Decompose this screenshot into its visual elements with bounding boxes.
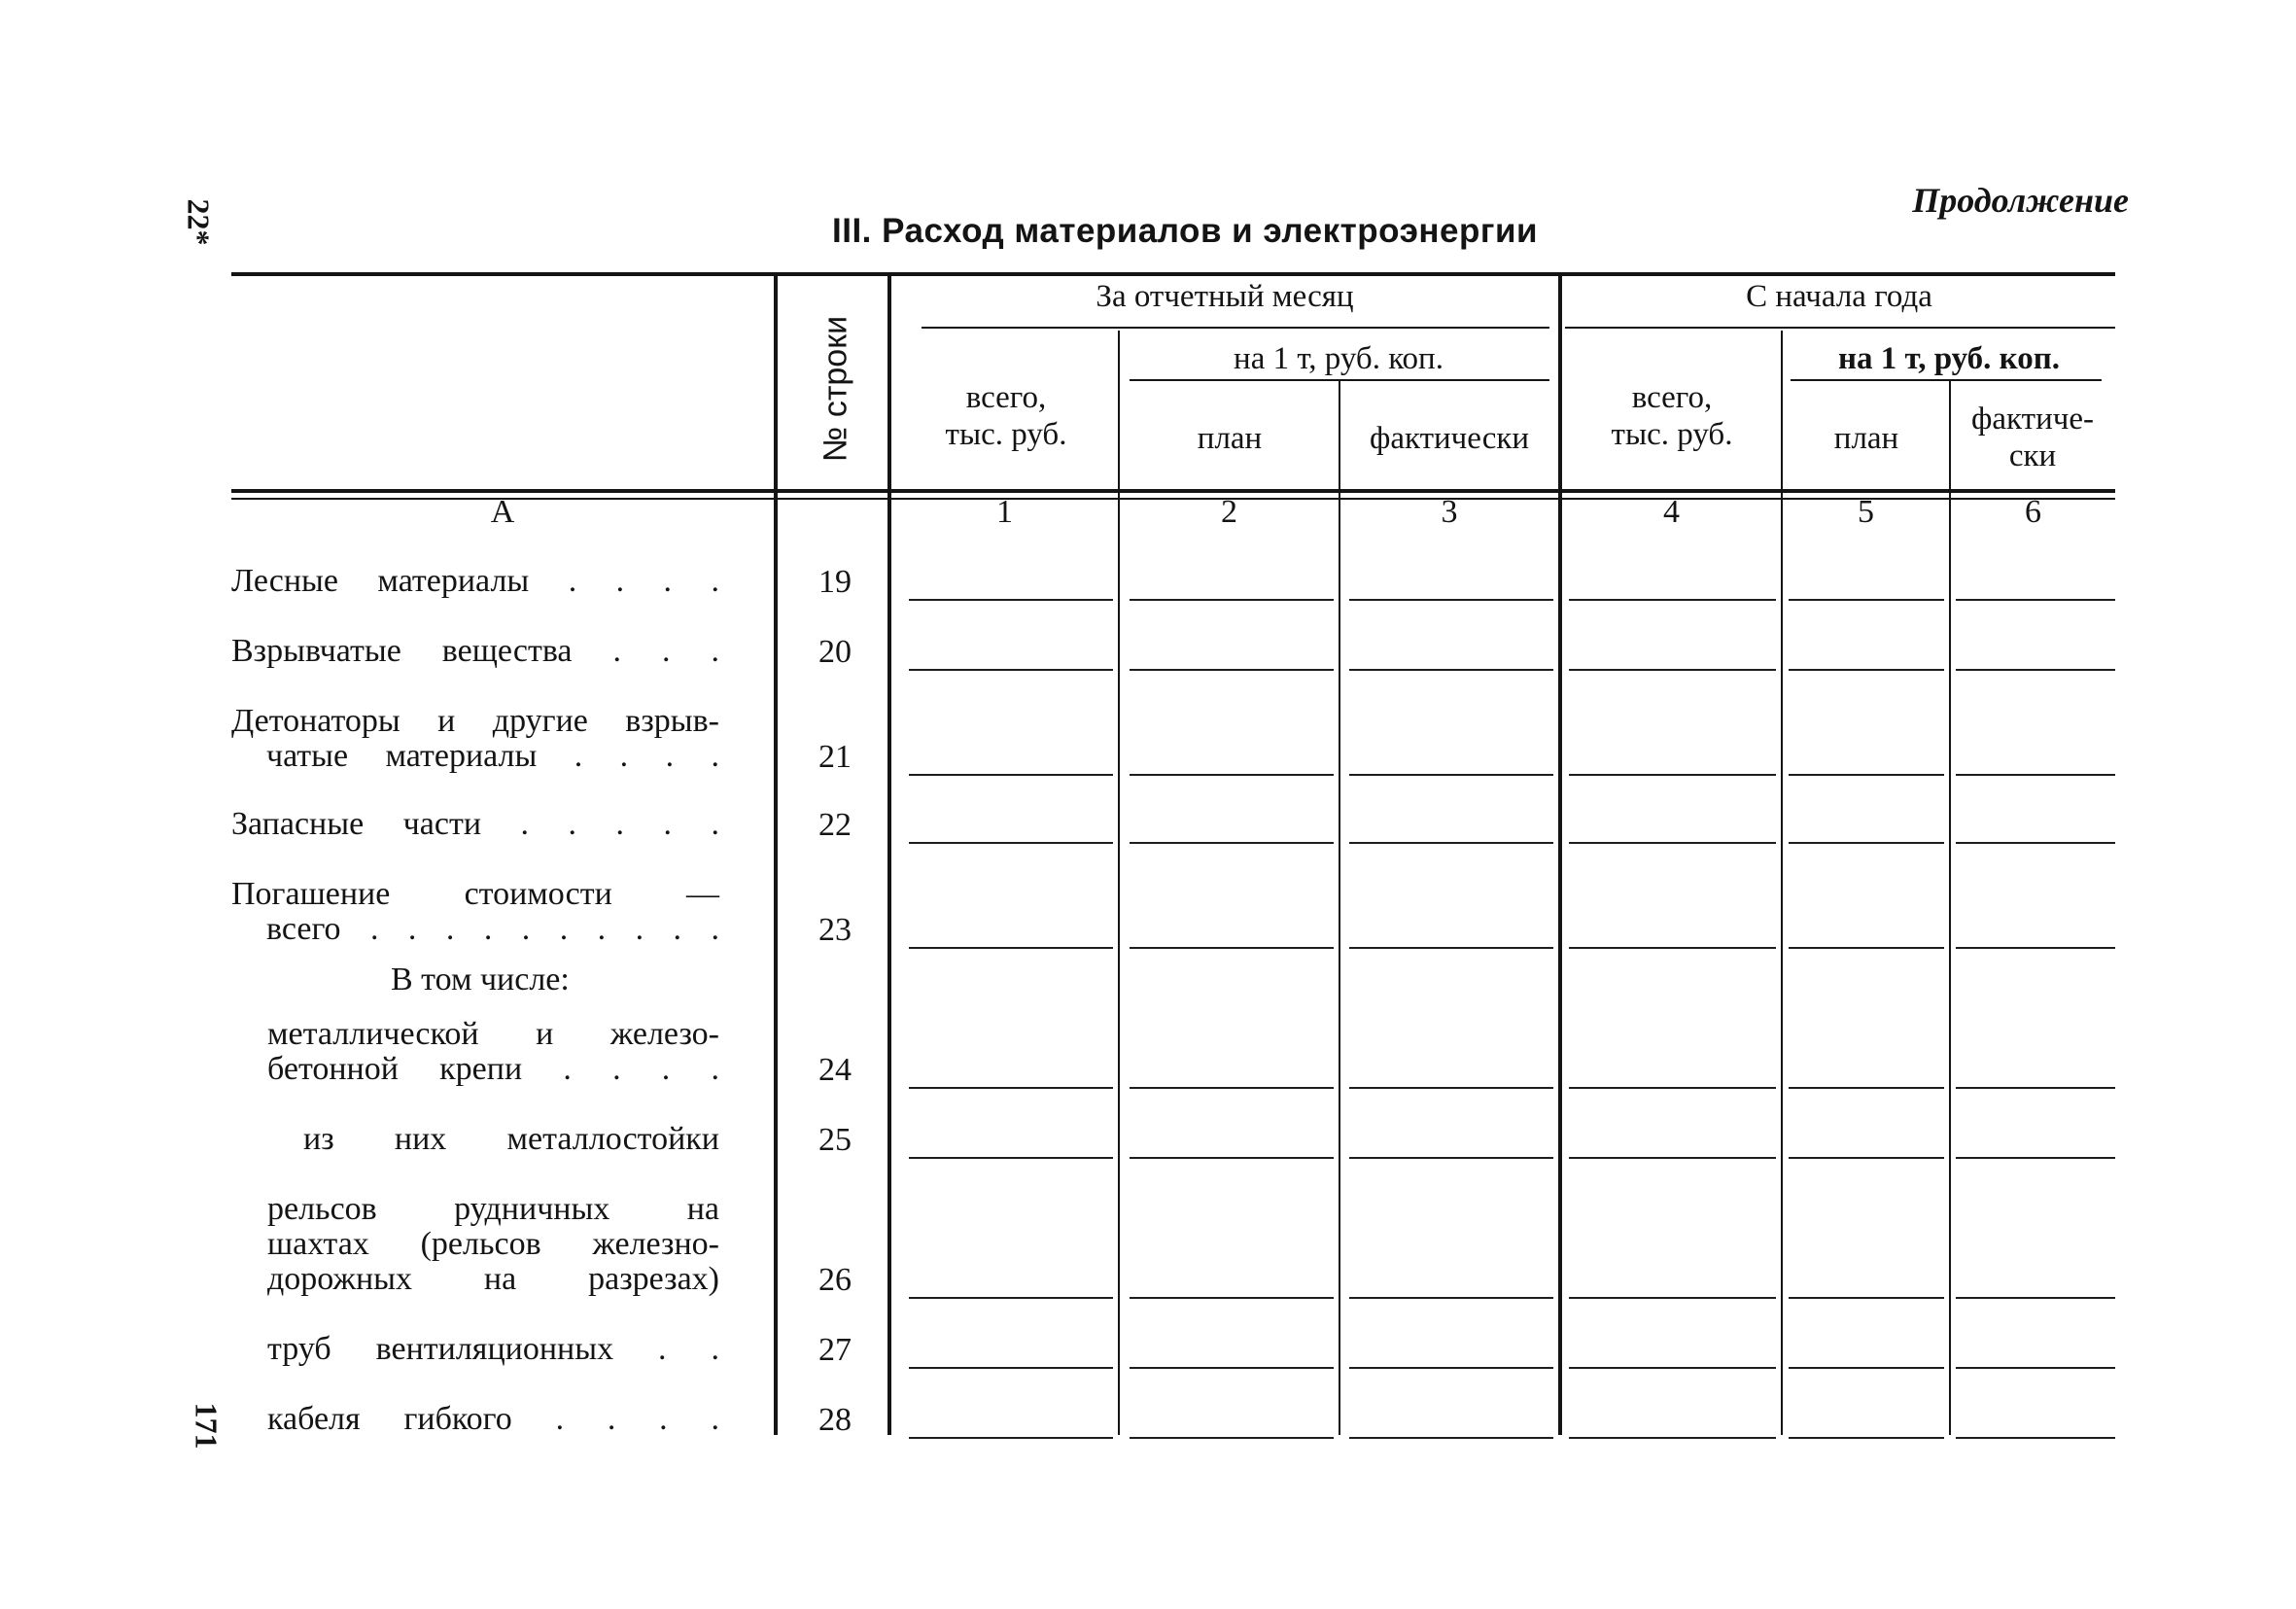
entry-line-col6[interactable] <box>1956 1297 2115 1299</box>
row-number: 22 <box>818 807 852 843</box>
row-number: 20 <box>818 634 852 670</box>
entry-line-col3[interactable] <box>1349 842 1553 844</box>
month-group-header: За отчетный месяц <box>1096 279 1354 314</box>
entry-line-col5[interactable] <box>1789 1297 1944 1299</box>
row-number: 25 <box>818 1122 852 1158</box>
row-label-22 <box>231 807 719 842</box>
year-total-header: всего, тыс. руб. <box>1611 380 1733 452</box>
divider-col5 <box>1949 379 1951 1435</box>
row-label-subheading <box>391 962 719 997</box>
entry-line-col6[interactable] <box>1956 599 2115 601</box>
row-number: 27 <box>818 1332 852 1368</box>
entry-line-col4[interactable] <box>1569 1297 1776 1299</box>
row-label-line: дорожных на разрезах) <box>267 1261 719 1297</box>
row-label-line: рельсов рудничных на <box>267 1191 719 1227</box>
rule-perton-year <box>1791 379 2102 381</box>
page-mark-bottom: 171 <box>189 1402 225 1450</box>
entry-line-col6[interactable] <box>1956 774 2115 776</box>
entry-line-col3[interactable] <box>1349 774 1553 776</box>
colnum-3: 3 <box>1441 494 1458 530</box>
entry-line-col6[interactable] <box>1956 1367 2115 1369</box>
row-number: 21 <box>818 739 852 775</box>
divider-label <box>774 276 778 1435</box>
entry-line-col4[interactable] <box>1569 842 1776 844</box>
entry-line-col4[interactable] <box>1569 1157 1776 1159</box>
colnum-2: 2 <box>1221 494 1237 530</box>
page-mark-top: 22* <box>181 198 217 246</box>
colnum-1: 1 <box>996 494 1013 530</box>
entry-line-col2[interactable] <box>1130 774 1334 776</box>
section-title: III. Расход материалов и электроэнергии <box>832 212 1538 250</box>
row-label-23 <box>231 877 719 947</box>
entry-line-col3[interactable] <box>1349 599 1553 601</box>
entry-line-col4[interactable] <box>1569 599 1776 601</box>
rule-month <box>922 327 1549 329</box>
month-fact-header: фактически <box>1369 421 1530 456</box>
colnum-6: 6 <box>2025 494 2041 530</box>
entry-line-col1[interactable] <box>909 669 1113 671</box>
entry-line-col2[interactable] <box>1130 947 1334 949</box>
entry-line-col5[interactable] <box>1789 774 1944 776</box>
month-plan-header: план <box>1197 421 1263 456</box>
row-label-line: В том числе: <box>391 962 570 997</box>
entry-line-col1[interactable] <box>909 599 1113 601</box>
colnum-4: 4 <box>1663 494 1680 530</box>
row-label-line: Взрывчатые вещества . . . <box>231 633 719 669</box>
entry-line-col5[interactable] <box>1789 842 1944 844</box>
entry-line-col2[interactable] <box>1130 1437 1334 1439</box>
row-label-line: бетонной крепи . . . . <box>267 1051 719 1087</box>
entry-line-col5[interactable] <box>1789 1437 1944 1439</box>
entry-line-col2[interactable] <box>1130 599 1334 601</box>
entry-line-col1[interactable] <box>909 774 1113 776</box>
entry-line-col5[interactable] <box>1789 669 1944 671</box>
entry-line-col2[interactable] <box>1130 1367 1334 1369</box>
entry-line-col1[interactable] <box>909 1087 1113 1089</box>
entry-line-col1[interactable] <box>909 1157 1113 1159</box>
rule-header-bottom <box>231 489 2115 493</box>
row-label-27 <box>267 1332 719 1367</box>
month-perton-header: на 1 т, руб. коп. <box>1234 341 1444 376</box>
rule-perton-month <box>1130 379 1549 381</box>
entry-line-col5[interactable] <box>1789 947 1944 949</box>
colnum-5: 5 <box>1858 494 1874 530</box>
row-number: 26 <box>818 1262 852 1298</box>
entry-line-col2[interactable] <box>1130 842 1334 844</box>
entry-line-col1[interactable] <box>909 1367 1113 1369</box>
row-label-line: Детонаторы и другие взрыв- <box>231 703 719 739</box>
entry-line-col3[interactable] <box>1349 1437 1553 1439</box>
entry-line-col1[interactable] <box>909 1437 1113 1439</box>
entry-line-col4[interactable] <box>1569 1087 1776 1089</box>
row-number: 24 <box>818 1052 852 1088</box>
year-plan-header: план <box>1833 421 1899 456</box>
row-label-19 <box>231 564 719 599</box>
row-number-header: № строки <box>817 315 854 463</box>
entry-line-col5[interactable] <box>1789 599 1944 601</box>
row-number: 28 <box>818 1402 852 1438</box>
continued-label: Продолжение <box>1912 181 2129 220</box>
entry-line-col5[interactable] <box>1789 1157 1944 1159</box>
entry-line-col6[interactable] <box>1956 1087 2115 1089</box>
entry-line-col2[interactable] <box>1130 669 1334 671</box>
colnum-a: А <box>490 494 515 530</box>
row-label-line: чатые материалы . . . . <box>266 738 719 774</box>
entry-line-col3[interactable] <box>1349 1367 1553 1369</box>
year-perton-header: на 1 т, руб. коп. <box>1837 341 2061 376</box>
entry-line-col3[interactable] <box>1349 1157 1553 1159</box>
entry-line-col6[interactable] <box>1956 842 2115 844</box>
row-label-line: Лесные материалы . . . . <box>231 563 719 599</box>
entry-line-col2[interactable] <box>1130 1297 1334 1299</box>
row-label-20 <box>231 634 719 669</box>
row-label-line: из них металлостойки <box>303 1121 719 1157</box>
row-label-line: Запасные части . . . . . <box>231 806 719 842</box>
entry-line-col5[interactable] <box>1789 1367 1944 1369</box>
entry-line-col4[interactable] <box>1569 774 1776 776</box>
entry-line-col1[interactable] <box>909 1297 1113 1299</box>
entry-line-col4[interactable] <box>1569 669 1776 671</box>
entry-line-col4[interactable] <box>1569 1437 1776 1439</box>
row-label-25 <box>303 1122 719 1157</box>
row-label-28 <box>267 1402 719 1437</box>
entry-line-col1[interactable] <box>909 947 1113 949</box>
entry-line-col4[interactable] <box>1569 1367 1776 1369</box>
row-label-line: шахтах (рельсов железно- <box>267 1226 719 1262</box>
entry-line-col6[interactable] <box>1956 1157 2115 1159</box>
year-fact-header: фактиче- ски <box>1971 402 2094 473</box>
entry-line-col3[interactable] <box>1349 1297 1553 1299</box>
row-label-26 <box>267 1192 719 1297</box>
row-label-line: Погашение стоимости — <box>231 876 719 912</box>
entry-line-col2[interactable] <box>1130 1157 1334 1159</box>
year-group-header: С начала года <box>1746 279 1932 314</box>
rule-year <box>1565 327 2115 329</box>
entry-line-col3[interactable] <box>1349 1087 1553 1089</box>
row-label-line: кабеля гибкого . . . . <box>267 1401 719 1437</box>
entry-line-col1[interactable] <box>909 842 1113 844</box>
row-label-line: труб вентиляционных . . <box>267 1331 719 1367</box>
entry-line-col3[interactable] <box>1349 947 1553 949</box>
row-label-line: металлической и железо- <box>267 1016 719 1052</box>
month-total-header: всего, тыс. руб. <box>945 380 1067 452</box>
divider-col2 <box>1339 379 1340 1435</box>
entry-line-col6[interactable] <box>1956 1437 2115 1439</box>
row-label-line: всего . . . . . . . . . . <box>266 911 719 947</box>
row-number: 23 <box>818 912 852 948</box>
row-label-21 <box>231 704 719 774</box>
entry-line-col6[interactable] <box>1956 669 2115 671</box>
entry-line-col2[interactable] <box>1130 1087 1334 1089</box>
entry-line-col5[interactable] <box>1789 1087 1944 1089</box>
rule-top <box>231 272 2115 276</box>
entry-line-col3[interactable] <box>1349 669 1553 671</box>
entry-line-col4[interactable] <box>1569 947 1776 949</box>
row-label-24 <box>267 1017 719 1087</box>
row-number: 19 <box>818 564 852 600</box>
entry-line-col6[interactable] <box>1956 947 2115 949</box>
